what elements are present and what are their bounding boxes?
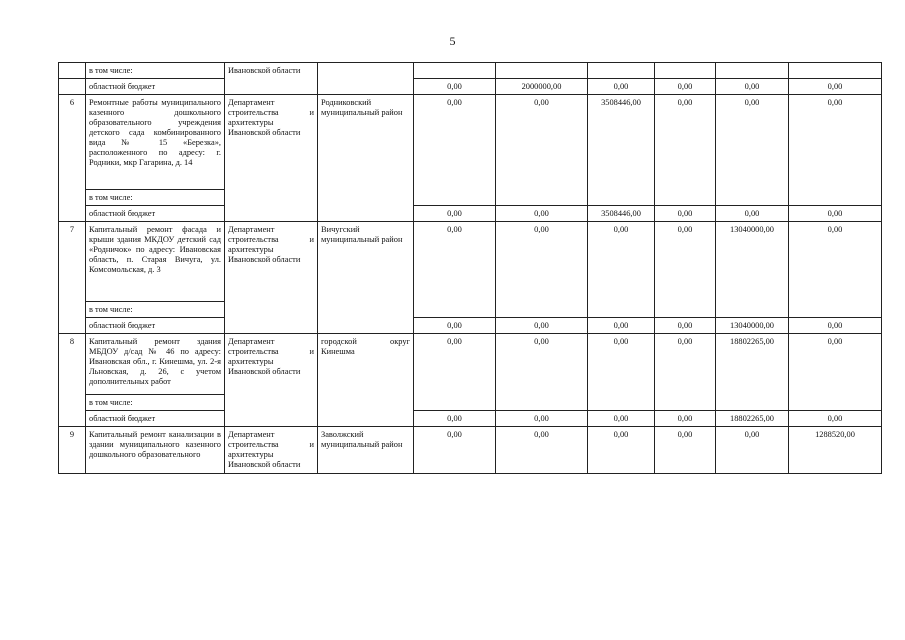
row-org: Департамент строительства и архитектуры Ивановской области <box>225 95 318 222</box>
row-org: Департамент строительства и архитектуры Ивановской области <box>225 222 318 334</box>
value-cell: 0,00 <box>414 411 496 427</box>
row-number: 6 <box>59 95 86 222</box>
continuation-label: в том числе: <box>86 190 225 206</box>
table-row-budget <box>59 411 882 427</box>
value-cell: 0,00 <box>789 411 882 427</box>
table-row-item <box>59 222 882 302</box>
value-cell: 2000000,00 <box>496 79 588 95</box>
continuation-label: в том числе: <box>86 302 225 318</box>
value-cell: 0,00 <box>789 318 882 334</box>
value-cell: 0,00 <box>789 206 882 222</box>
value-cell: 0,00 <box>655 334 716 411</box>
value-cell <box>414 63 496 79</box>
value-cell: 0,00 <box>588 222 655 318</box>
budget-label: областной бюджет <box>86 206 225 222</box>
value-cell: 0,00 <box>496 222 588 318</box>
value-cell: 0,00 <box>588 318 655 334</box>
cell-num-empty <box>59 79 86 95</box>
value-cell: 0,00 <box>588 427 655 474</box>
value-cell: 0,00 <box>716 206 789 222</box>
value-cell: 0,00 <box>496 318 588 334</box>
value-cell: 0,00 <box>496 334 588 411</box>
budget-label: областной бюджет <box>86 318 225 334</box>
value-cell: 0,00 <box>414 222 496 318</box>
row-recipient: Родниковский муниципальный район <box>318 95 414 222</box>
table-row-item <box>59 334 882 395</box>
value-cell: 0,00 <box>496 411 588 427</box>
table-row-budget <box>59 79 882 95</box>
value-cell: 0,00 <box>655 206 716 222</box>
budget-table <box>58 62 882 474</box>
value-cell: 3508446,00 <box>588 206 655 222</box>
table-row-budget <box>59 206 882 222</box>
value-cell: 0,00 <box>655 79 716 95</box>
value-cell: 0,00 <box>414 95 496 206</box>
row-org: Департамент строительства и архитектуры Ивановской области <box>225 334 318 427</box>
value-cell: 0,00 <box>655 222 716 318</box>
value-cell <box>655 63 716 79</box>
value-cell <box>588 63 655 79</box>
value-cell: 0,00 <box>414 206 496 222</box>
org-fragment: Ивановской области <box>225 63 318 95</box>
value-cell: 13040000,00 <box>716 318 789 334</box>
value-cell <box>496 63 588 79</box>
value-cell: 0,00 <box>789 334 882 411</box>
value-cell: 0,00 <box>716 79 789 95</box>
value-cell: 0,00 <box>655 411 716 427</box>
value-cell <box>716 63 789 79</box>
row-title: Капитальный ремонт здания МБДОУ д/сад № 46 по адресу: Ивановская обл., г. Кинешма, ул. 2-я Льновская, д. 26, с учетом дополнительных работ <box>86 334 225 395</box>
value-cell: 0,00 <box>655 318 716 334</box>
row-recipient: Вичугский муниципальный район <box>318 222 414 334</box>
value-cell: 0,00 <box>588 334 655 411</box>
row-number: 8 <box>59 334 86 427</box>
value-cell: 1288520,00 <box>789 427 882 474</box>
value-cell: 0,00 <box>716 427 789 474</box>
cell-num-empty <box>59 63 86 79</box>
recipient-empty <box>318 63 414 95</box>
value-cell <box>789 63 882 79</box>
continuation-label: в том числе: <box>86 395 225 411</box>
value-cell: 0,00 <box>716 95 789 206</box>
value-cell: 0,00 <box>588 79 655 95</box>
budget-label: областной бюджет <box>86 79 225 95</box>
value-cell: 0,00 <box>496 95 588 206</box>
value-cell: 0,00 <box>414 427 496 474</box>
value-cell: 0,00 <box>496 427 588 474</box>
table-row-item <box>59 427 882 474</box>
value-cell: 0,00 <box>414 318 496 334</box>
value-cell: 0,00 <box>655 95 716 206</box>
table-row-continuation <box>59 63 882 79</box>
value-cell: 0,00 <box>789 222 882 318</box>
table-row-budget <box>59 318 882 334</box>
budget-label: областной бюджет <box>86 411 225 427</box>
value-cell: 0,00 <box>655 427 716 474</box>
value-cell: 3508446,00 <box>588 95 655 206</box>
row-title: Капитальный ремонт канализации в здании муниципального казенного дошкольного образовательного <box>86 427 225 474</box>
value-cell: 0,00 <box>789 79 882 95</box>
value-cell: 0,00 <box>496 206 588 222</box>
row-title: Ремонтные работы муниципального казенного дошкольного образовательного учреждения детского сада комбинированного вида № 15 «Березка», расположенного по адресу: г. Родники, мкр Гагарина, д. 14 <box>86 95 225 190</box>
value-cell: 0,00 <box>414 79 496 95</box>
page-number: 5 <box>449 34 456 48</box>
row-recipient: городской округ Кинешма <box>318 334 414 427</box>
value-cell: 18802265,00 <box>716 334 789 411</box>
row-recipient: Заволжский муниципальный район <box>318 427 414 474</box>
row-number: 7 <box>59 222 86 334</box>
value-cell: 0,00 <box>789 95 882 206</box>
value-cell: 0,00 <box>588 411 655 427</box>
value-cell: 0,00 <box>414 334 496 411</box>
continuation-label: в том числе: <box>86 63 225 79</box>
table-row-item <box>59 95 882 190</box>
value-cell: 13040000,00 <box>716 222 789 318</box>
value-cell: 18802265,00 <box>716 411 789 427</box>
row-org: Департамент строительства и архитектуры Ивановской области <box>225 427 318 474</box>
row-title: Капитальный ремонт фасада и крыши здания МКДОУ детский сад «Родничок» по адресу: Ивановская область, п. Старая Вичуга, ул. Комсомольская, д. 3 <box>86 222 225 302</box>
row-number: 9 <box>59 427 86 474</box>
